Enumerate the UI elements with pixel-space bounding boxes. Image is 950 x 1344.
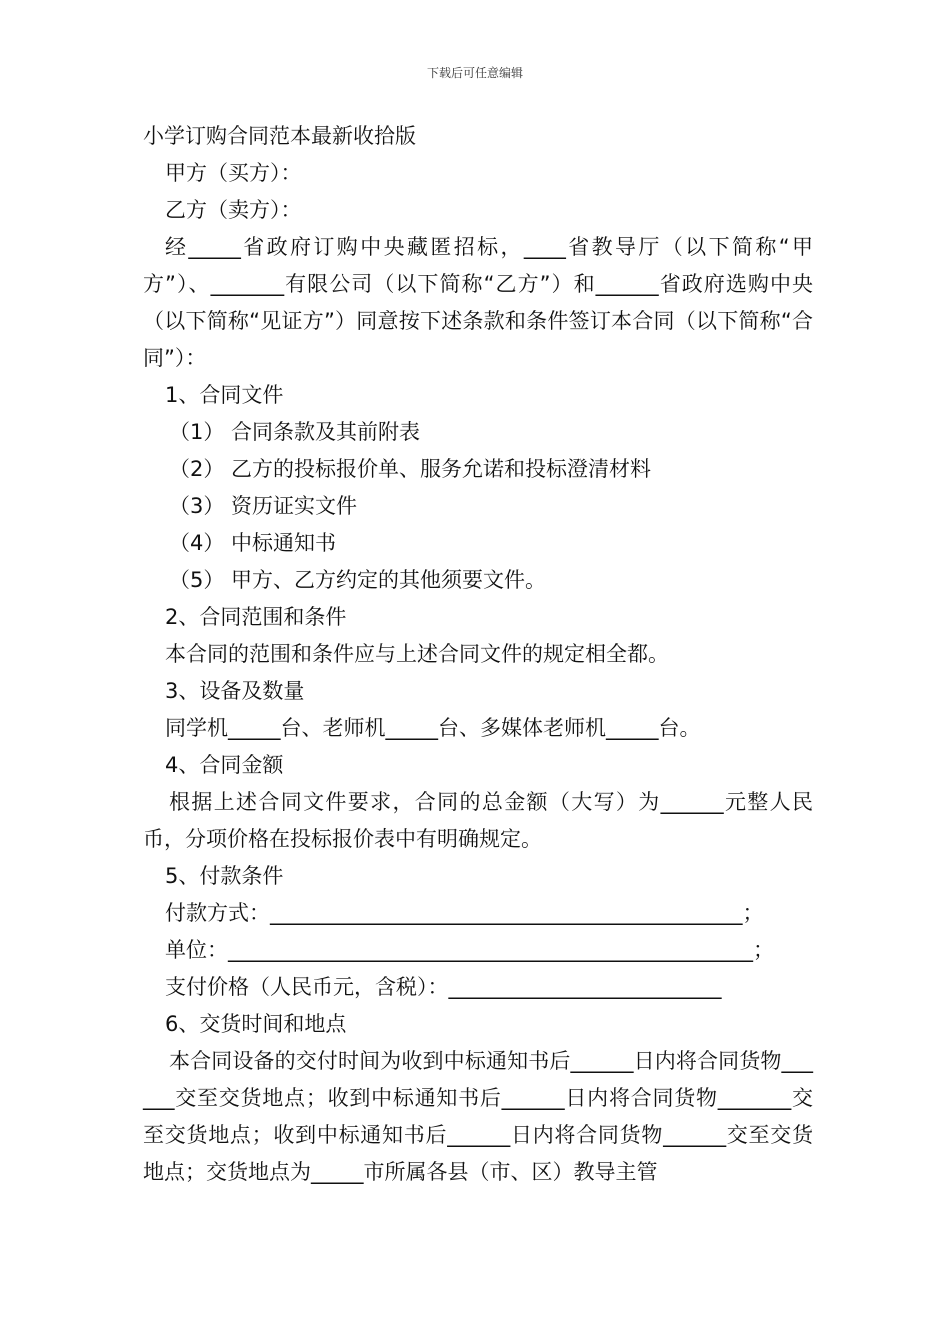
page-header: 下载后可任意编辑 (426, 66, 523, 80)
payment-method-line: 付款方式：_____________________________________________； (165, 901, 764, 925)
section-4-text: 根据上述合同文件要求，合同的总金额（大写）为______元整人民币，分项价格在投标报价表中有明确规定。 (143, 790, 813, 851)
document-title: 小学订购合同范本最新收拾版 (143, 124, 416, 148)
payment-unit-line: 单位：__________________________________________________； (165, 938, 774, 962)
section-3-heading: 3、设备及数量 (165, 679, 305, 703)
section-2-heading: 2、合同范围和条件 (165, 605, 347, 629)
section-1-item-1: （1） 合同条款及其前附表 (169, 420, 421, 444)
section-4-heading: 4、合同金额 (165, 753, 284, 777)
section-6-heading: 6、交货时间和地点 (165, 1012, 347, 1036)
payment-price-line: 支付价格（人民币元，含税）：__________________________ (165, 975, 722, 999)
section-6-text: 本合同设备的交付时间为收到中标通知书后______日内将合同货物______交至交货地点；收到中标通知书后______日内将合同货物_______交至交货地点；收到中标通知书后______日内将合同货物______交至交货地点；交货地点为_____市所属各县（市、区）教导主管 (143, 1049, 813, 1184)
section-1-item-5: （5） 甲方、乙方约定的其他须要文件。 (169, 568, 547, 592)
intro-paragraph: 经_____省政府订购中央藏匿招标，____省教导厅（以下简称“甲方”）、_______有限公司（以下简称“乙方”）和______省政府选购中央（以下简称“见证方”）同意按下述条款和条件签订本合同（以下简称“合同”）： (143, 235, 813, 370)
section-1-item-4: （4） 中标通知书 (169, 531, 337, 555)
section-3-text: 同学机_____台、老师机_____台、多媒体老师机_____台。 (165, 716, 701, 740)
section-5-heading: 5、付款条件 (165, 864, 284, 888)
section-1-item-2: （2） 乙方的投标报价单、服务允诺和投标澄清材料 (169, 457, 652, 481)
party-a-line: 甲方（买方）： (165, 161, 302, 185)
section-1-heading: 1、合同文件 (165, 383, 284, 407)
section-2-text: 本合同的范围和条件应与上述合同文件的规定相全都。 (165, 642, 669, 666)
section-1-item-3: （3） 资历证实文件 (169, 494, 358, 518)
document-body (143, 118, 813, 1191)
party-b-line: 乙方（卖方）： (165, 198, 302, 222)
